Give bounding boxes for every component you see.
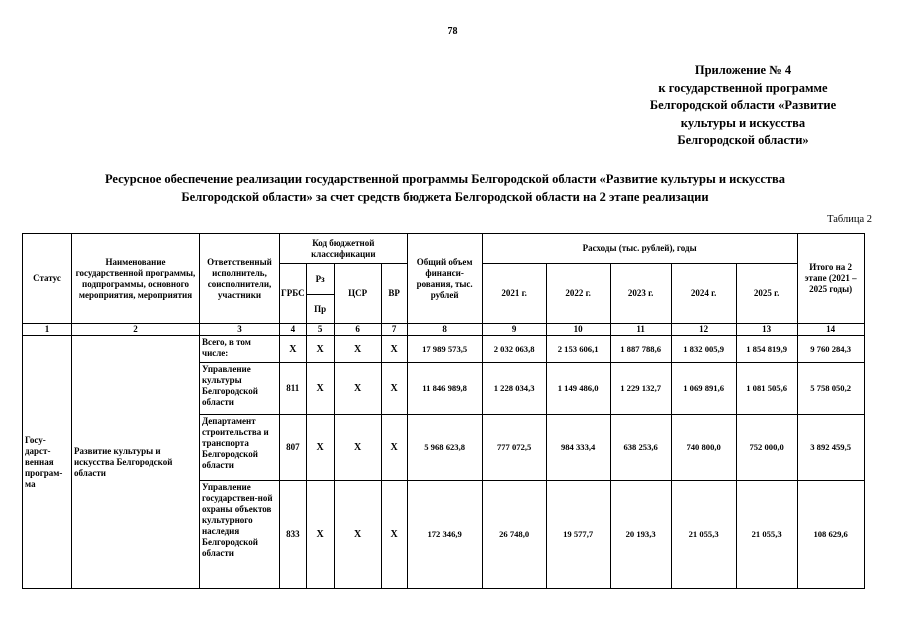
appendix-line: к государственной программе xyxy=(658,80,828,95)
vr-cell: X xyxy=(381,336,407,363)
column-number: 1 xyxy=(23,324,72,336)
document-title xyxy=(40,170,850,206)
header-year-2021: 2021 г. xyxy=(482,264,546,324)
year-2022-cell: 1 149 486,0 xyxy=(546,363,610,415)
year-2022-cell: 19 577,7 xyxy=(546,481,610,589)
column-number: 13 xyxy=(736,324,797,336)
header-year-2023: 2023 г. xyxy=(610,264,671,324)
header-vr: ВР xyxy=(381,264,407,324)
header-responsible: Ответственный исполнитель, соисполнители, участники xyxy=(200,234,280,324)
header-status: Статус xyxy=(23,234,72,324)
total-cell: 5 968 623,8 xyxy=(407,415,482,481)
appendix-line: культуры и искусства xyxy=(680,115,806,130)
year-2022-cell: 2 153 606,1 xyxy=(546,336,610,363)
column-number: 7 xyxy=(381,324,407,336)
title-line: Ресурсное обеспечение реализации государственной программы Белгородской области «Развитие культуры и искусства xyxy=(104,172,786,186)
column-number: 11 xyxy=(610,324,671,336)
year-2024-cell: 740 800,0 xyxy=(671,415,736,481)
column-number-row xyxy=(23,324,865,336)
header-year-2025: 2025 г. xyxy=(736,264,797,324)
executor-cell: Департамент строительства и транспорта Белгородской области xyxy=(200,415,280,481)
column-number: 14 xyxy=(797,324,864,336)
year-2023-cell: 638 253,6 xyxy=(610,415,671,481)
year-2023-cell: 1 229 132,7 xyxy=(610,363,671,415)
header-total-volume: Общий объем финанси-рования, тыс. рублей xyxy=(407,234,482,324)
column-number: 3 xyxy=(200,324,280,336)
year-2022-cell: 984 333,4 xyxy=(546,415,610,481)
resource-table xyxy=(22,233,865,589)
header-csr: ЦСР xyxy=(334,264,381,324)
grbs-cell: 811 xyxy=(280,363,307,415)
year-2023-cell: 1 887 788,6 xyxy=(610,336,671,363)
appendix-heading xyxy=(612,62,874,150)
header-expenses: Расходы (тыс. рублей), годы xyxy=(482,234,797,264)
header-name: Наименование государственной программы, подпрограммы, основного мероприятия, мероприятия xyxy=(72,234,200,324)
vr-cell: X xyxy=(381,481,407,589)
rz-cell: X xyxy=(306,363,334,415)
itogo-cell: 3 892 459,5 xyxy=(797,415,864,481)
grbs-cell: 807 xyxy=(280,415,307,481)
column-number: 12 xyxy=(671,324,736,336)
itogo-cell: 5 758 050,2 xyxy=(797,363,864,415)
column-number: 2 xyxy=(72,324,200,336)
header-year-2022: 2022 г. xyxy=(546,264,610,324)
appendix-line: Белгородской области «Развитие xyxy=(649,98,837,112)
header-budget-code: Код бюджетной классификации xyxy=(280,234,408,264)
page-number: 78 xyxy=(447,26,458,37)
rz-cell: X xyxy=(306,481,334,589)
csr-cell: X xyxy=(334,481,381,589)
rz-cell: X xyxy=(306,336,334,363)
grbs-cell: 833 xyxy=(280,481,307,589)
vr-cell: X xyxy=(381,363,407,415)
column-number: 8 xyxy=(407,324,482,336)
appendix-line: Белгородской области» xyxy=(677,133,809,147)
vr-cell: X xyxy=(381,415,407,481)
header-pr: Пр xyxy=(306,295,334,324)
column-number: 6 xyxy=(334,324,381,336)
year-2024-cell: 1 069 891,6 xyxy=(671,363,736,415)
column-number: 5 xyxy=(306,324,334,336)
total-cell: 17 989 573,5 xyxy=(407,336,482,363)
title-line: Белгородской области» за счет средств бюджета Белгородской области на 2 этапе реализации xyxy=(181,190,709,204)
csr-cell: X xyxy=(334,415,381,481)
header-itogo: Итого на 2 этапе (2021 – 2025 годы) xyxy=(797,234,864,324)
column-number: 10 xyxy=(546,324,610,336)
table-row xyxy=(23,336,865,363)
header-year-2024: 2024 г. xyxy=(671,264,736,324)
csr-cell: X xyxy=(334,336,381,363)
year-2021-cell: 777 072,5 xyxy=(482,415,546,481)
year-2025-cell: 752 000,0 xyxy=(736,415,797,481)
csr-cell: X xyxy=(334,363,381,415)
executor-cell: Управление культуры Белгородской области xyxy=(200,363,280,415)
itogo-cell: 9 760 284,3 xyxy=(797,336,864,363)
year-2025-cell: 1 081 505,6 xyxy=(736,363,797,415)
year-2021-cell: 2 032 063,8 xyxy=(482,336,546,363)
rz-cell: X xyxy=(306,415,334,481)
year-2023-cell: 20 193,3 xyxy=(610,481,671,589)
appendix-line: Приложение № 4 xyxy=(694,63,792,77)
total-cell: 172 346,9 xyxy=(407,481,482,589)
program-name: Развитие культуры и искусства Белгородской области xyxy=(72,336,200,589)
year-2024-cell: 21 055,3 xyxy=(671,481,736,589)
column-number: 4 xyxy=(280,324,307,336)
itogo-cell: 108 629,6 xyxy=(797,481,864,589)
grbs-cell: X xyxy=(280,336,307,363)
column-number: 9 xyxy=(482,324,546,336)
executor-cell: Всего, в том числе: xyxy=(200,336,280,363)
year-2025-cell: 21 055,3 xyxy=(736,481,797,589)
total-cell: 11 846 989,8 xyxy=(407,363,482,415)
status-cell: Госу-дарст-венная програм-ма xyxy=(23,336,72,589)
header-grbs: ГРБС xyxy=(280,264,307,324)
year-2021-cell: 26 748,0 xyxy=(482,481,546,589)
year-2024-cell: 1 832 005,9 xyxy=(671,336,736,363)
table-label: Таблица 2 xyxy=(827,214,872,225)
header-rz: Рз xyxy=(306,264,334,295)
year-2021-cell: 1 228 034,3 xyxy=(482,363,546,415)
executor-cell: Управление государствен-ной охраны объектов культурного наследия Белгородской области xyxy=(200,481,280,589)
year-2025-cell: 1 854 819,9 xyxy=(736,336,797,363)
